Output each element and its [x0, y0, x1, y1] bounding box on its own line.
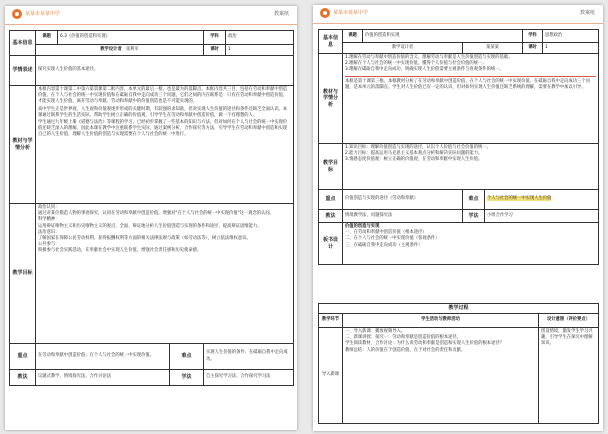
activity-line: 教师总结：人的价值在于创造价值，在于对社会的责任和贡献。 [345, 347, 466, 353]
school-logo-icon [320, 8, 330, 18]
header-label: 教案纸 [273, 11, 289, 17]
method-label: 教法 [10, 370, 36, 386]
activity-header: 学生活动与教师活动 [343, 314, 539, 328]
period-value: 1 [226, 45, 294, 56]
period-label: 课时 [523, 43, 543, 54]
goal-line: 法治意识： [38, 229, 60, 235]
key-label: 重点 [10, 344, 36, 370]
difficulty-highlight: 个人与社会的统一中实现人生价值 [487, 196, 552, 202]
goals-label: 教学目标 [10, 204, 36, 344]
topic-label: 课题 [343, 30, 363, 43]
subject-label: 学科 [204, 31, 226, 45]
study-text: 自主探究学习法、合作探究学习法 [204, 370, 294, 386]
basic-info-label: 基本信息 [10, 31, 36, 56]
board-design-text [343, 223, 599, 265]
school-logo-icon [12, 9, 22, 19]
study-label: 学法 [170, 370, 204, 386]
teacher-value: 张利军 [125, 46, 139, 52]
expression-label: 学情表述 [10, 56, 36, 86]
process-title: 教学过程 [319, 304, 599, 314]
expression-text: 探究实现人生价值的基本途径。 [36, 56, 294, 86]
goals-label: 教学目标 [319, 144, 343, 190]
analysis-text [343, 54, 599, 144]
goals-text [343, 144, 599, 190]
lesson-plan-table [318, 29, 599, 265]
goals-text [36, 204, 294, 344]
school-name: 某某市某某中学 [333, 10, 369, 16]
teaching-process-table [318, 303, 599, 424]
period-value: 1 [543, 43, 599, 54]
goal-line: 3.情感态度价值观：树立正确的价值观，在劳动和奉献中实现人生价值。 [345, 157, 483, 163]
analysis-line: 本框是第十课第三框。本框教材分析了在劳动和奉献中创造价值、在个人与社会的统一中实现价值、在砥砺自我中走向成功三个问题，是本单元的落脚点。学生对人生价值已有一定的认识，但对如何实现人生价值还缺乏系统的理解，需要在教学中加以引导。 [345, 78, 590, 90]
activity-cell [343, 328, 539, 424]
board-design-label: 板书设计 [319, 223, 343, 265]
subject-value: 思想政治 [543, 30, 599, 43]
document-page-left [5, 6, 297, 430]
board-line: 一、在劳动和奉献中创造价值（根本途径） [345, 230, 427, 236]
goal-line: 了解国家在保障公民劳动权利、获得报酬权利等方面的相关法律法规与政策（如劳动法等），树立依法维权意识。 [38, 236, 251, 242]
board-line: 价值的创造与实现 [345, 224, 380, 229]
grade-cell [36, 45, 204, 56]
school-name: 某某市某某中学 [25, 11, 61, 17]
activity-line: 二、新课讲授：探究一：劳动和奉献是创造价值的根本途径。 [345, 335, 462, 341]
topic-value: 价值的创造和实现 [363, 30, 523, 43]
goal-line: 通过对某位模范人物的事迹探究，认同在劳动和奉献中创造价值，增强对"在个人与社会的统一中实现价值"这一观念的认同。 [38, 211, 274, 217]
analysis-line: 2.理解在个人与社会的统一中实现价值，懂得个人价值与社会价值的统一。 [345, 61, 487, 67]
difficulty-text: 实现人生价值的条件；在砥砺自我中走向成功。 [204, 344, 294, 370]
document-page-right [313, 5, 603, 431]
analysis-para: 本框内容第十课第二中第六第第课第二框内容，本单元的最后一框，也是最为的落脚点。本框内容共三目，包括在劳动和奉献中创造价值、在个人与社会的统一中实现价值和在砥砺自我中走向成功三个问题，它们之间的内在联系是：只有在劳动和奉献中创造价值，才能实现人生价值，离开劳动与奉献，劳动和奉献中的价值创造也是不可能实现的。 [38, 87, 288, 105]
method-text: 情境教学法、问题探究法 [343, 210, 463, 223]
difficulty-text [485, 190, 599, 210]
subject-value: 政治 [226, 31, 294, 45]
goal-line: 科学精神： [38, 217, 60, 223]
stage-cell: 导入新课 [319, 328, 343, 424]
intent-header: 设计意图（评价要点） [539, 314, 599, 328]
goal-line: 公共参与： [38, 242, 60, 248]
activity-line: 一、导入新课：播放视频导入。 [345, 329, 406, 334]
teacher-label: 教学设计者 [343, 43, 463, 54]
method-label: 教法 [319, 210, 343, 223]
subject-label: 学科 [523, 30, 543, 43]
study-label: 学法 [463, 210, 485, 223]
goal-line: 2.能力目标：提高运用马克思主义基本观点分析和解决实际问题的能力。 [345, 151, 483, 157]
stage-header: 教学环节 [319, 314, 343, 328]
difficulty-label: 难点 [463, 190, 485, 210]
goal-line: 积极参与社会实践活动，在奉献社会中实现人生价值，增强社会责任感和历史使命感。 [38, 248, 202, 254]
key-text: 在劳动和奉献中创造价值；在个人与社会的统一中实现价值。 [36, 344, 170, 370]
activity-line: 学生阅读教材，合作讨论：为什么说劳动和奉献是创造和实现人生价值的根本途径？ [345, 341, 504, 347]
analysis-line: 1.理解在劳动与奉献中创造价值的含义，理解劳动与奉献是人生价值创造与实现的基础。 [345, 55, 513, 60]
intent-cell: 创设情境，激发学生学习兴趣，引导学生在探究中理解知识。 [539, 328, 599, 424]
basic-info-label: 基本信息 [319, 30, 343, 54]
goal-line: 运用辩证唯物主义和历史唯物主义的观点，全面、辩证地分析人生价值创造与实现的条件和途径，提高辩证思维能力。 [38, 223, 262, 229]
goal-line: 1.知识目标：理解价值创造与实现的途径，认识个人价值与社会价值的统一。 [345, 145, 491, 150]
study-text: 小组合作学习 [485, 210, 599, 223]
topic-label: 课题 [36, 31, 58, 45]
analysis-line: 3.理解在砥砺自我中走向成功，明确实现人生价值需要主观条件与客观条件的统一。 [345, 67, 504, 73]
topic-value: 6.3《价值的创造和实现》 [58, 31, 204, 45]
lesson-plan-table [9, 30, 294, 386]
page-header [5, 6, 297, 25]
key-label: 重点 [319, 190, 343, 210]
teacher-value: 某某某 [463, 43, 523, 54]
key-text: 价值创造与实现的途径（劳动和奉献） [343, 190, 463, 210]
method-text: 议题式教学、情境探究法、合作讨论法 [36, 370, 170, 386]
board-line: 三、在砥砺自我中走向成功（主观条件） [345, 242, 423, 248]
analysis-label: 教材与学情分析 [10, 86, 36, 204]
analysis-para: 学生通过九年级上册《道德与法治》等课程的学习，已经初步掌握了一些基本的知识与方法，但对如何在个人与社会的统一中实现价值还缺乏深入的理解。因此本课在教学中注重联系学生实际，通过案例分析、合作探究等方法，引导学生在劳动和奉献中创造和实现自己的人生价值，理解人生价值的创造与实现需要在个人与社会的统一中进行。 [38, 120, 288, 138]
goal-line: 政治认同： [38, 205, 60, 210]
header-label: 教案纸 [579, 10, 595, 16]
period-label: 课时 [204, 45, 226, 56]
page-header [313, 5, 603, 24]
difficulty-label: 难点 [170, 344, 204, 370]
teacher-label: 教学设计者 [100, 46, 122, 52]
red-rule [345, 76, 596, 77]
analysis-para: 高中学生正是世界观、人生观和价值观逐步形成的关键时期，有较强的求知欲，但对实现人生价值的途径和条件还缺乏全面认识。本课通过联系学生的生活实际，帮助学生树立正确的价值观，引导学生在劳动和奉献中创造价值，做一个有理想的人。 [38, 106, 288, 118]
board-line: 二、在个人与社会的统一中实现价值（客观条件） [345, 236, 440, 242]
analysis-label: 教材与学情分析 [319, 54, 343, 144]
analysis-text [36, 86, 294, 204]
